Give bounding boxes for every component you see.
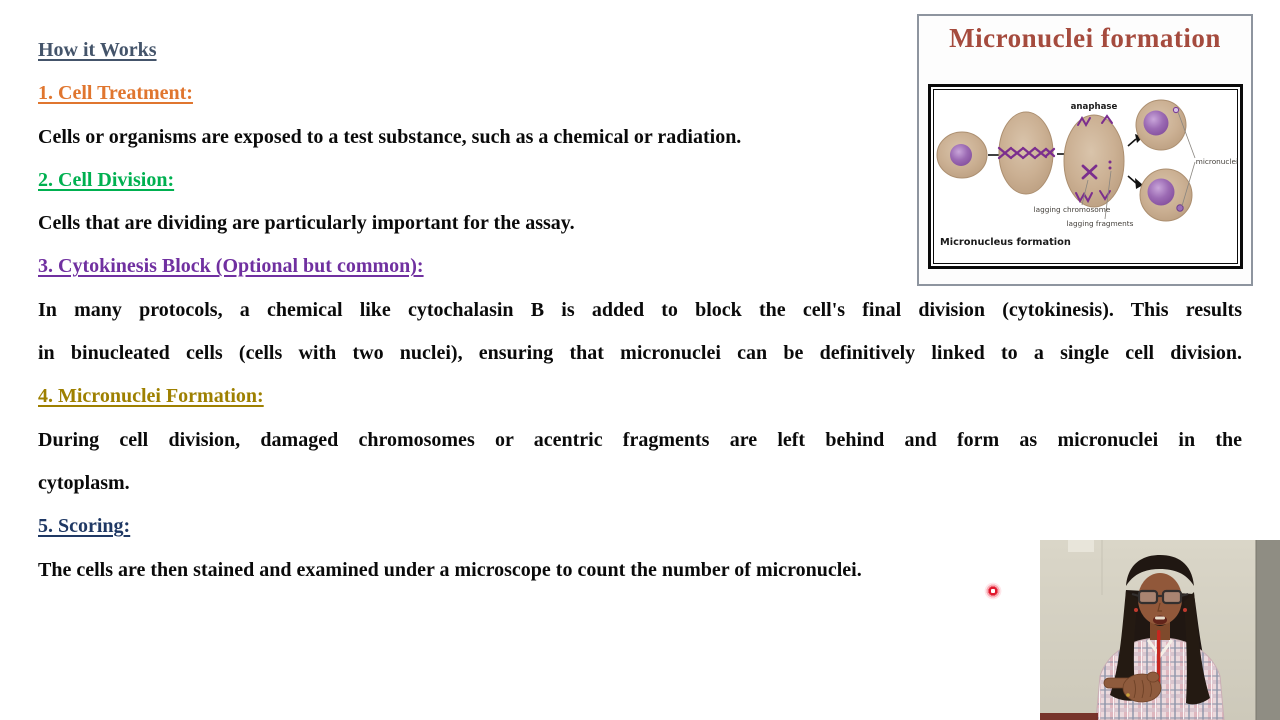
section-3-body-line-2: in binucleated cells (cells with two nuclei), ensuring that micronuclei can be definitively linked to a single cell division. — [38, 342, 1242, 365]
webcam-bottom-strip — [1040, 713, 1098, 720]
section-4-body-line-1: During cell division, damaged chromosomes or acentric fragments are left behind and form as micronuclei in the — [38, 428, 1242, 451]
laser-pointer-dot — [984, 582, 1002, 600]
lagging-chromosome-label: lagging chromosome — [1033, 205, 1111, 214]
section-2-body: Cells that are dividing are particularly important for the assay. — [38, 212, 575, 235]
section-5-body: The cells are then stained and examined under a microscope to count the number of micronuclei. — [38, 558, 862, 581]
section-2-heading: 2. Cell Division: — [38, 168, 175, 191]
presenter-webcam — [1040, 540, 1280, 720]
cell-metaphase — [999, 112, 1054, 194]
section-1-body: Cells or organisms are exposed to a test substance, such as a chemical or radiation. — [38, 125, 742, 148]
cell-interphase — [937, 132, 987, 178]
daughter-cell-bottom — [1140, 169, 1192, 221]
cell-anaphase — [1064, 115, 1124, 207]
wall-dark-edge — [1256, 540, 1280, 720]
earring-right — [1183, 608, 1187, 612]
earring-left — [1134, 608, 1138, 612]
section-4-body-line-2: cytoplasm. — [38, 471, 130, 494]
micronucleus-top — [1173, 107, 1178, 112]
slide-heading: How it Works — [38, 39, 157, 61]
section-1-heading: 1. Cell Treatment: — [38, 82, 193, 105]
anaphase-label: anaphase — [1070, 102, 1118, 112]
figure-title: Micronuclei formation — [949, 23, 1221, 53]
daughter-cell-top — [1136, 100, 1186, 150]
micronuclei-diagram — [936, 92, 1239, 265]
lagging-fragments-label: lagging fragments — [1066, 219, 1134, 228]
presenter-illustration — [1040, 540, 1280, 720]
figure-panel — [917, 14, 1253, 286]
section-3-body-line-1: In many protocols, a chemical like cytochalasin B is added to block the cell's final division (cytokinesis). This results — [38, 298, 1242, 321]
section-3-heading: 3. Cytokinesis Block (Optional but common): — [38, 255, 424, 278]
section-5-heading: 5. Scoring: — [38, 515, 131, 538]
section-4-heading: 4. Micronuclei Formation: — [38, 385, 264, 408]
wall-light-patch — [1068, 540, 1094, 552]
figure-diagram-box — [928, 84, 1243, 269]
figure-caption: Micronucleus formation — [940, 237, 1071, 248]
presenter-teeth — [1155, 617, 1165, 620]
micronuclei-label: micronuclei — [1195, 157, 1238, 166]
